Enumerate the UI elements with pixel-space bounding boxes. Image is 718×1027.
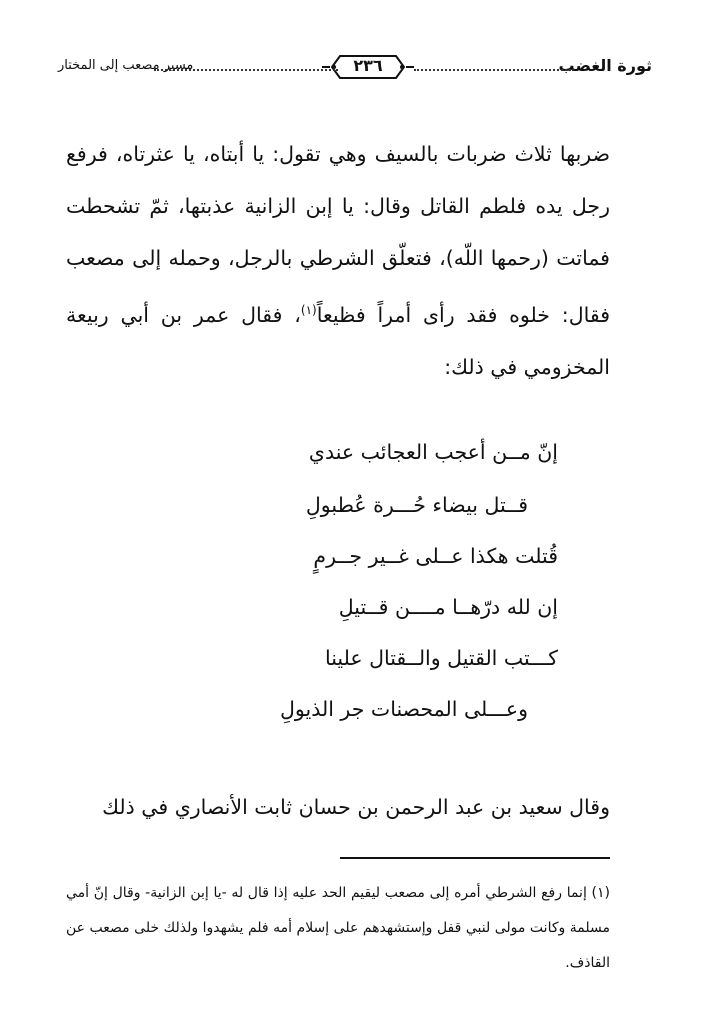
footnote-separator — [340, 857, 610, 859]
running-header — [58, 50, 652, 84]
book-title: ثورة الغضب — [558, 56, 652, 75]
footnote-reference: (١) — [300, 303, 317, 317]
poem-line: إنّ مــن أعجب العجائب عندي — [308, 440, 558, 464]
paragraph-text-tail: ، فقال عمر بن أبي ربيعة المخزومي في ذلك: — [66, 302, 610, 379]
poem-line: وعـــلى المحصنات جر الذيولِ — [280, 697, 528, 721]
poem-line: قــتل بيضاء حُـــرة عُطبولِ — [305, 493, 528, 517]
page-number: ٢٣٦ — [353, 56, 383, 75]
body-paragraph — [66, 128, 610, 393]
poem-line: قُتلت هكذا عــلى غــير جــرمٍ — [313, 544, 558, 568]
paragraph-text: ضربها ثلاث ضربات بالسيف وهي تقول: يا أبتاه، يا عثرتاه، فرفع رجل يده فلطم القاتل وقال: يا إبن الزانية عذبتها، ثمّ تشحطت فماتت (رحمها اللّه)، فتعلّق الشرطي بالرجل، وحمله إلى مصعب فقال: خلوه فقد رأى أمراً فظيعاً — [66, 142, 611, 327]
closing-line: وقال سعيد بن عبد الرحمن بن حسان ثابت الأنصاري في ذلك — [102, 795, 610, 819]
poem-line: كـــتب القتيل والــقتال علينا — [324, 646, 558, 670]
header-leader-dots-right — [414, 69, 574, 71]
chapter-title: مسير مصعب إلى المختار — [58, 58, 194, 73]
poem-line: إن لله درّهــا مــــن قــتيلِ — [338, 595, 558, 619]
footnote: (١) إنما رفع الشرطي أمره إلى مصعب ليقيم الحد عليه إذا قال له -يا إبن الزانية- وقال إنّ أمي مسلمة وكانت مولى لنبي قفل وإستشهدهم على إسلام أمه فلم يشهدوا ولذلك خلى مصعب عن القاذف. — [66, 885, 610, 971]
